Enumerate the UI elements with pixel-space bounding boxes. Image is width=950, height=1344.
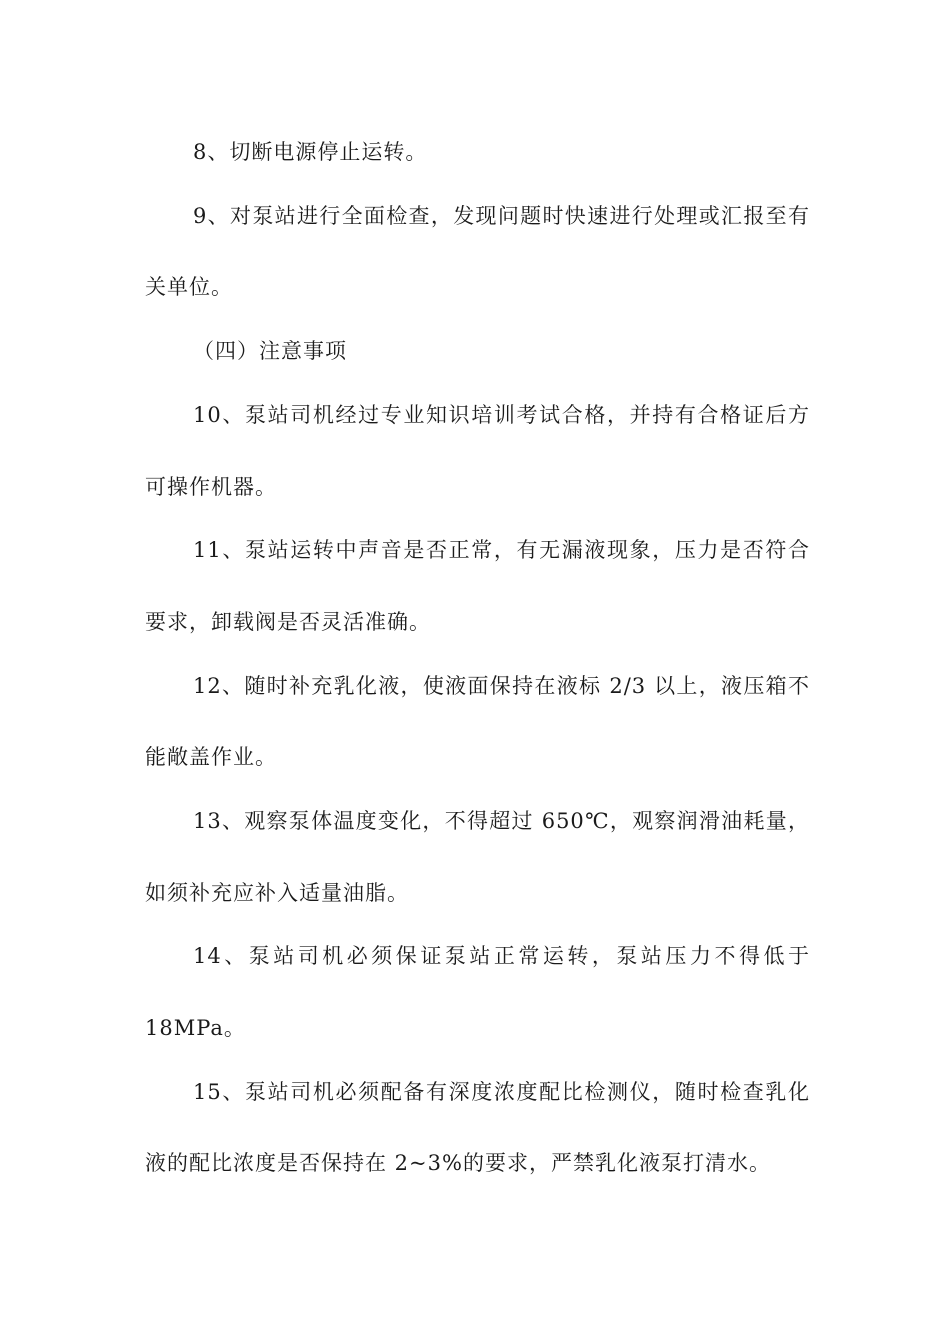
paragraph-note-15-line-2: 液的配比浓度是否保持在 2~3%的要求，严禁乳化液泵打清水。 <box>145 1151 771 1175</box>
paragraph-note-13-line-2: 如须补充应补入适量油脂。 <box>145 881 409 905</box>
paragraph-note-10-line-1: 10、泵站司机经过专业知识培训考试合格，并持有合格证后方 <box>193 403 810 427</box>
paragraph-note-11-line-2: 要求，卸载阀是否灵活准确。 <box>145 610 431 634</box>
paragraph-note-14-line-1: 14、泵站司机必须保证泵站正常运转，泵站压力不得低于 <box>193 944 810 968</box>
paragraph-note-12-line-2: 能敞盖作业。 <box>145 745 277 769</box>
paragraph-note-14-line-2: 18MPa。 <box>145 1016 246 1040</box>
paragraph-note-11-line-1: 11、泵站运转中声音是否正常，有无漏液现象，压力是否符合 <box>193 538 810 562</box>
paragraph-note-15-line-1: 15、泵站司机必须配备有深度浓度配比检测仪，随时检查乳化 <box>193 1080 810 1104</box>
paragraph-note-13-line-1: 13、观察泵体温度变化，不得超过 650℃，观察润滑油耗量， <box>193 809 810 833</box>
paragraph-step-8: 8、切断电源停止运转。 <box>193 140 428 164</box>
paragraph-note-12-line-1: 12、随时补充乳化液，使液面保持在液标 2/3 以上，液压箱不 <box>193 674 810 698</box>
section-heading-notes: （四）注意事项 <box>193 339 347 363</box>
paragraph-step-9-line-2: 关单位。 <box>145 275 233 299</box>
paragraph-note-10-line-2: 可操作机器。 <box>145 475 277 499</box>
paragraph-step-9-line-1: 9、对泵站进行全面检查，发现问题时快速进行处理或汇报至有 <box>193 204 810 228</box>
